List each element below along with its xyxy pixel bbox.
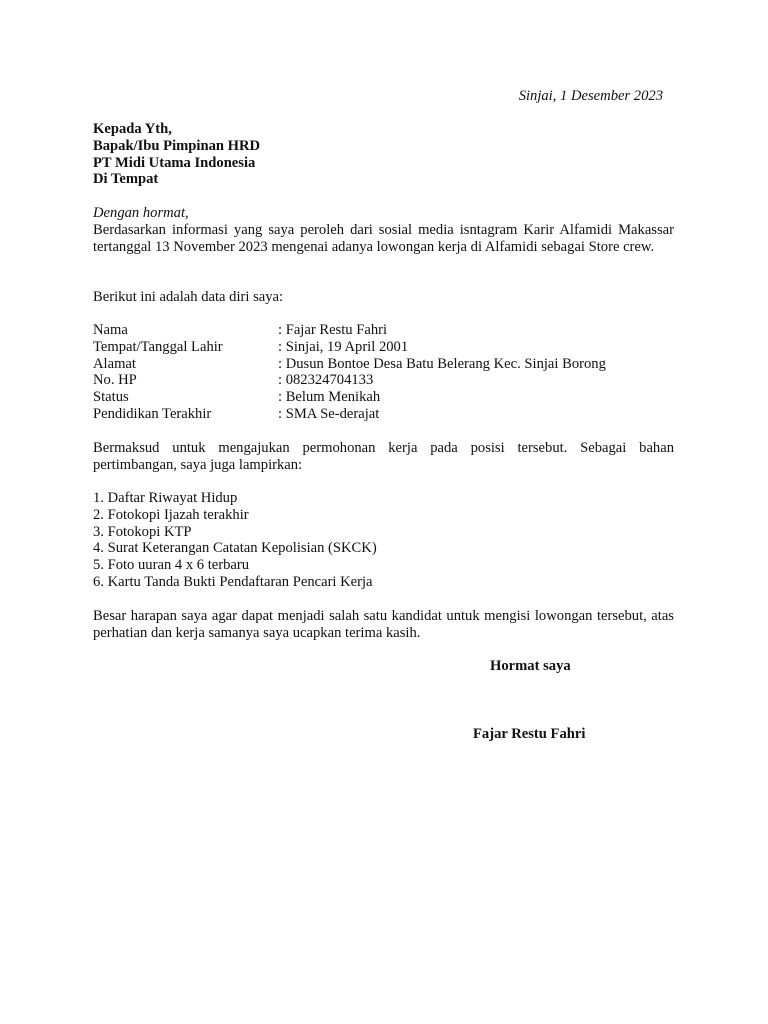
list-item: 1. Daftar Riwayat Hidup	[93, 490, 238, 506]
data-intro: Berikut ini adalah data diri saya:	[93, 289, 284, 305]
data-value: : Dusun Bontoe Desa Batu Belerang Kec. Sinjai Borong	[278, 355, 606, 372]
intent-paragraph: Bermaksud untuk mengajukan permohonan kerja pada posisi tersebut. Sebagai bahan pertimbangan, saya juga lampirkan:	[93, 440, 674, 473]
list-item: 3. Fotokopi KTP	[93, 523, 192, 540]
data-row	[93, 389, 606, 406]
personal-data-table	[93, 322, 606, 423]
data-row	[93, 356, 606, 373]
place-date: Sinjai, 1 Desember 2023	[518, 88, 663, 104]
data-row	[93, 322, 606, 339]
data-label: No. HP	[93, 372, 137, 389]
recipient-block	[93, 121, 260, 188]
data-row	[93, 372, 606, 389]
recipient-line: Kepada Yth,	[93, 121, 172, 137]
signoff: Hormat saya	[490, 658, 571, 674]
data-label: Pendidikan Terakhir	[93, 405, 212, 422]
closing-paragraph: Besar harapan saya agar dapat menjadi salah satu kandidat untuk mengisi lowongan tersebut, atas perhatian dan kerja samanya saya ucapkan terima kasih.	[93, 608, 674, 641]
recipient-line: PT Midi Utama Indonesia	[93, 154, 256, 171]
recipient-line: Di Tempat	[93, 171, 159, 188]
data-value: : Sinjai, 19 April 2001	[278, 338, 409, 355]
data-value: : SMA Se-derajat	[278, 405, 380, 422]
data-value: : Belum Menikah	[278, 389, 381, 406]
attachments-list	[93, 490, 377, 591]
data-label: Tempat/Tanggal Lahir	[93, 338, 223, 355]
data-row	[93, 339, 606, 356]
list-item: 6. Kartu Tanda Bukti Pendaftaran Pencari Kerja	[93, 573, 373, 590]
data-label: Status	[93, 389, 129, 406]
data-label: Nama	[93, 322, 128, 338]
data-value: : Fajar Restu Fahri	[278, 322, 388, 338]
greeting: Dengan hormat,	[93, 205, 189, 221]
signer-name: Fajar Restu Fahri	[473, 726, 586, 742]
data-row	[93, 406, 606, 423]
recipient-line: Bapak/Ibu Pimpinan HRD	[93, 137, 261, 154]
data-label: Alamat	[93, 355, 136, 372]
list-item: 4. Surat Keterangan Catatan Kepolisian (SKCK)	[93, 540, 377, 557]
data-value: : 082324704133	[278, 372, 374, 389]
intro-paragraph: Berdasarkan informasi yang saya peroleh dari sosial media isntagram Karir Alfamidi Makassar tertanggal 13 November 2023 mengenai adanya lowongan kerja di Alfamidi sebagai Store crew.	[93, 222, 674, 255]
list-item: 2. Fotokopi Ijazah terakhir	[93, 506, 249, 523]
list-item: 5. Foto uuran 4 x 6 terbaru	[93, 557, 250, 574]
